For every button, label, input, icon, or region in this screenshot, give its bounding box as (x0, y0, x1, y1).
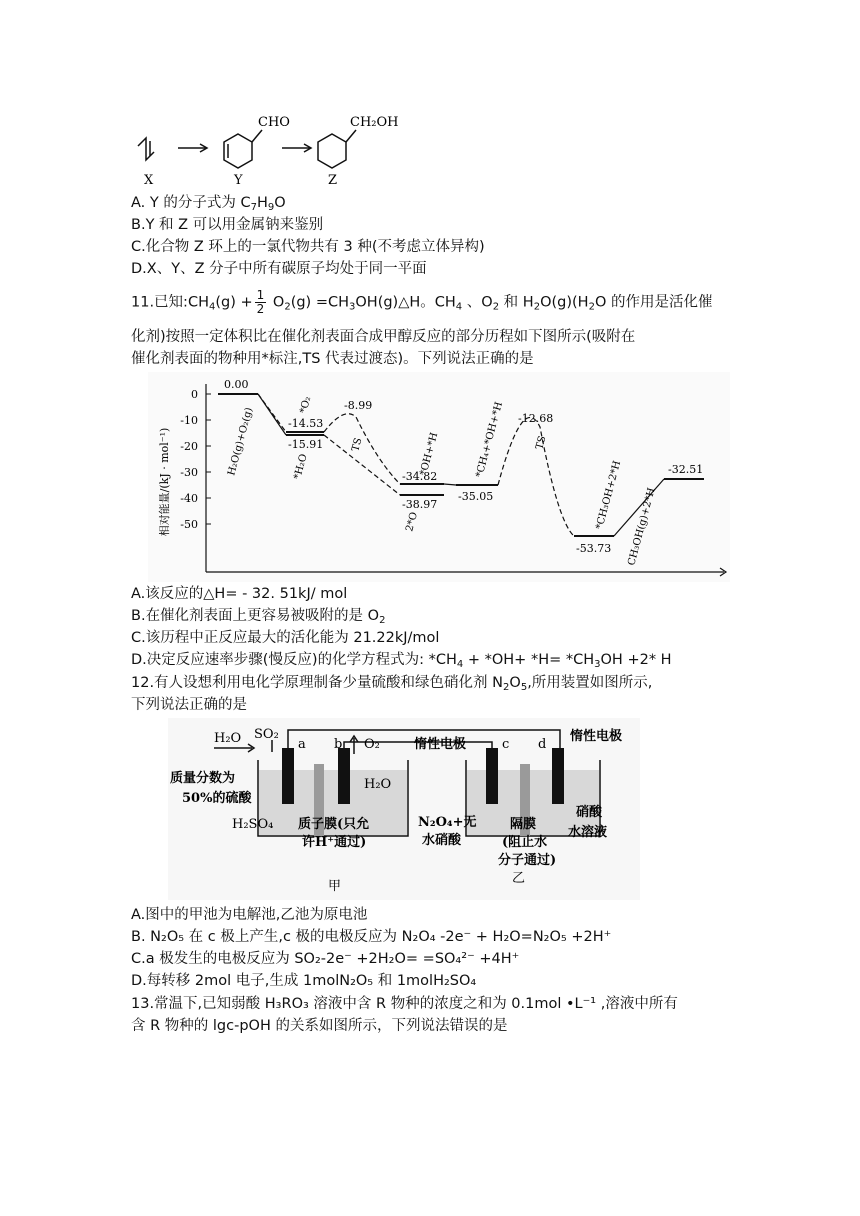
svg-text:TS: TS (350, 436, 365, 453)
svg-text:50%的硫酸: 50%的硫酸 (182, 791, 252, 806)
svg-text:乙: 乙 (512, 871, 526, 886)
svg-text:-35.05: -35.05 (458, 490, 494, 503)
q11-option-b: B.在催化剂表面上更容易被吸附的是 $O_2$ (131, 608, 386, 626)
svg-text:-30: -30 (180, 466, 198, 479)
svg-text:-32.51: -32.51 (668, 463, 704, 476)
q12-option-a: A.图中的甲池为电解池,乙池为原电池 (131, 907, 368, 923)
svg-text:O₂: O₂ (364, 737, 380, 752)
svg-text:2*O: 2*O (404, 511, 420, 533)
svg-text:-40: -40 (180, 492, 198, 505)
svg-text:甲: 甲 (328, 879, 342, 894)
svg-text:a: a (298, 737, 306, 752)
svg-text:(阻止水: (阻止水 (502, 835, 548, 850)
svg-text:-38.97: -38.97 (402, 498, 438, 511)
q10-option-b: B.Y 和 Z 可以用金属钠来鉴别 (131, 217, 324, 233)
svg-text:惰性电极: 惰性电极 (414, 737, 467, 752)
svg-text:-14.53: -14.53 (288, 417, 324, 430)
q11-fraction: $\frac{1}{2}$ (256, 288, 265, 316)
q11-y-axis-label: 相对能量/(kJ · mol⁻¹) (158, 427, 171, 537)
svg-text:分子通过): 分子通过) (498, 853, 557, 868)
q12-stem-line2: 下列说法正确的是 (131, 697, 247, 713)
svg-text:-12.68: -12.68 (518, 412, 554, 425)
q11-stem-line2: 化剂)按照一定体积比在催化剂表面合成甲醇反应的部分历程如下图所示(吸附在 (131, 329, 636, 345)
q10-option-d: D.X、Y、Z 分子中所有碳原子均处于同一平面 (131, 261, 427, 277)
svg-text:*CH₃OH+2*H: *CH₃OH+2*H (594, 459, 624, 531)
svg-text:N₂O₄+无: N₂O₄+无 (418, 815, 477, 830)
q10-x-label: X (144, 173, 154, 188)
svg-text:-10: -10 (180, 414, 198, 427)
svg-text:-50: -50 (180, 518, 198, 531)
q11-energy-diagram (148, 372, 730, 582)
svg-text:-20: -20 (180, 440, 198, 453)
q13-stem-line2: 含 R 物种的 lgc-pOH 的关系如图所示，下列说法错误的是 (131, 1018, 508, 1034)
svg-text:硝酸: 硝酸 (576, 805, 603, 820)
svg-text:SO₂: SO₂ (254, 727, 279, 742)
q12-option-d: D.每转移 2mol 电子,生成 1molN₂O₅ 和 1molH₂SO₄ (131, 973, 477, 989)
svg-text:质子膜(只允: 质子膜(只允 (298, 817, 370, 832)
svg-text:c: c (502, 737, 510, 752)
q13-stem-line1: 13.常温下,已知弱酸 H₃RO₃ 溶液中含 R 物种的浓度之和为 0.1mol •L⁻¹ ,溶液中所有 (131, 996, 678, 1012)
q11-stem-line3: 催化剂表面的物种用*标注,TS 代表过渡态)。下列说法正确的是 (131, 351, 534, 367)
svg-text:*CH₄+*OH+*H: *CH₄+*OH+*H (474, 400, 506, 479)
svg-text:b: b (334, 737, 343, 752)
svg-text:*O₂: *O₂ (298, 395, 314, 415)
q11-stem-line1: 11.已知$:CH_4(g)$ + $\frac{1}{2}$ $O_2(g)$ $=CH_3OH(g)\triangle H$。$CH_4$ 、$O_2$ 和 $H_2O(g)(H_2O$ 的作用是活化催 (131, 288, 713, 316)
svg-text:CH₃OH(g)+2*H: CH₃OH(g)+2*H (626, 486, 658, 567)
svg-text:水硝酸: 水硝酸 (422, 833, 462, 848)
q10-y-label: Y (234, 173, 243, 188)
svg-text:d: d (538, 737, 547, 752)
svg-text:-34.82: -34.82 (402, 470, 438, 483)
svg-text:*H₂O: *H₂O (292, 452, 310, 481)
q11-option-d: D.决定反应速率步骤(慢反应)的化学方程式为: $*CH_4 + *OH+ *H= *CH_3OH +2*$ H (131, 652, 672, 670)
svg-text:隔膜: 隔膜 (510, 817, 537, 832)
svg-text:质量分数为: 质量分数为 (170, 771, 236, 786)
q12-option-c: C.a 极发生的电极反应为 SO₂-2e⁻ +2H₂O= =SO₄²⁻ +4H⁺ (131, 951, 520, 967)
q11-option-c: C.该历程中正反应最大的活化能为 21.22kJ/mol (131, 630, 440, 646)
svg-text:-53.73: -53.73 (576, 542, 612, 555)
q12-option-b: B. N₂O₅ 在 c 极上产生,c 极的电极反应为 N₂O₄ -2e⁻ + H₂O=N₂O₅ +2H⁺ (131, 929, 612, 945)
q10-option-c: C.化合物 Z 环上的一氯代物共有 3 种(不考虑立体异构) (131, 239, 485, 255)
svg-text:TS: TS (534, 434, 549, 451)
q11-option-a: A.该反应的△H= - 32. 51kJ/ mol (131, 586, 348, 602)
svg-text:惰性电极: 惰性电极 (570, 729, 623, 744)
svg-text:-15.91: -15.91 (288, 438, 324, 451)
svg-text:许H⁺通过): 许H⁺通过) (302, 835, 367, 850)
q12-stem-line1: 12.有人设想利用电化学原理制备少量硫酸和绿色硝化剂 $N_2O_5$,所用装置如图所示, (131, 675, 653, 693)
q10-reaction-figure (130, 108, 410, 190)
svg-text:H₂O: H₂O (214, 731, 242, 746)
q10-ch2oh-label: CH₂OH (350, 115, 399, 130)
svg-text:*OH+*H: *OH+*H (418, 431, 441, 477)
q10-option-a: A. Y 的分子式为 $C_7H_9O$ (131, 195, 286, 213)
q10-cho-label: CHO (258, 115, 290, 130)
q12-cell-figure (168, 718, 640, 900)
svg-text:H₂SO₄: H₂SO₄ (232, 817, 274, 832)
svg-text:0.00: 0.00 (224, 378, 249, 391)
svg-text:H₂O: H₂O (364, 777, 392, 792)
svg-text:-8.99: -8.99 (344, 399, 373, 412)
svg-text:H₂O(g)+O₂(g): H₂O(g)+O₂(g) (226, 406, 255, 477)
svg-text:0: 0 (191, 388, 198, 401)
q10-z-label: Z (328, 173, 338, 188)
svg-text:水溶液: 水溶液 (568, 825, 608, 840)
